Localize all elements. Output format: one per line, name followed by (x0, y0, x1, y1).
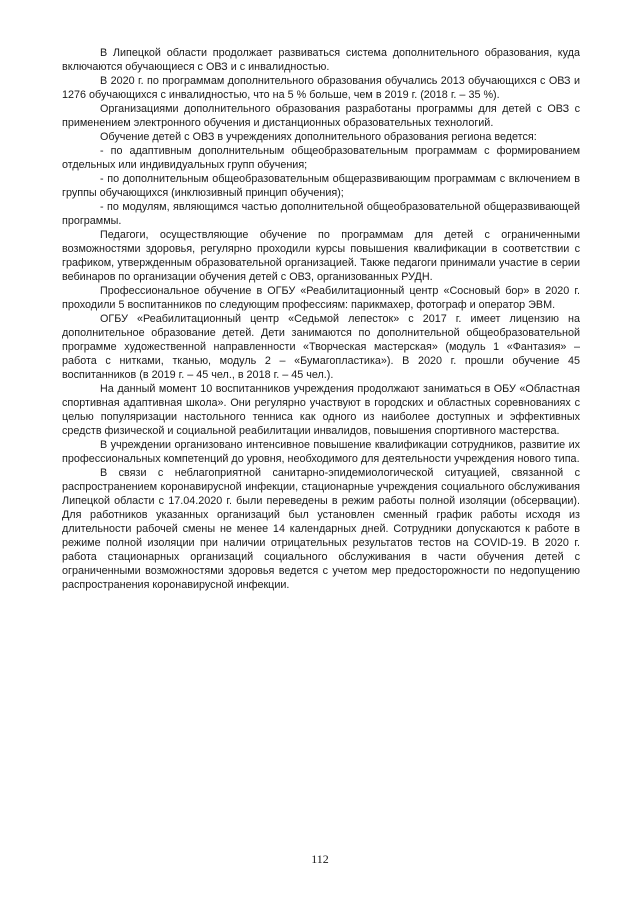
paragraph: На данный момент 10 воспитанников учреждения продолжают заниматься в ОБУ «Областная спортивная адаптивная школа». Они регулярно участвуют в городских и областных соревнованиях с целью популяризации настольного тенниса как одного из наиболее доступных и эффективных средств физической и социальной реабилитации инвалидов, повышения спортивного мастерства. (62, 383, 580, 437)
paragraph: Организациями дополнительного образования разработаны программы для детей с ОВЗ с применением электронного обучения и дистанционных образовательных технологий. (62, 103, 580, 129)
paragraph: В 2020 г. по программам дополнительного образования обучались 2013 обучающихся с ОВЗ и 1276 обучающихся с инвалидностью, что на 5 % больше, чем в 2019 г. (2018 г. – 35 %). (62, 75, 580, 101)
list-item: - по дополнительным общеобразовательным общеразвивающим программам с включением в группы обучающихся (инклюзивный принцип обучения); (62, 173, 580, 199)
page-number: 112 (311, 852, 329, 866)
body-text (62, 46, 580, 592)
paragraph: Педагоги, осуществляющие обучение по программам для детей с ограниченными возможностями здоровья, регулярно проходили курсы повышения квалификации в соответствии с графиком, утвержденным образовательной организацией. Также педагоги принимали участие в серии вебинаров по организации обучения детей с ОВЗ, организованных РУДН. (62, 229, 580, 283)
paragraph: Профессиональное обучение в ОГБУ «Реабилитационный центр «Сосновый бор» в 2020 г. проходили 5 воспитанников по следующим профессиям: парикмахер, фотограф и оператор ЭВМ. (62, 285, 580, 311)
paragraph: ОГБУ «Реабилитационный центр «Седьмой лепесток» с 2017 г. имеет лицензию на дополнительное образование детей. Дети занимаются по дополнительной общеобразовательной программе художественной направленности «Творческая мастерская» (модуль 1 «Фантазия» – работа с нитками, тканью, модуль 2 – «Бумагопластика»). В 2020 г. прошли обучение 45 воспитанников (в 2019 г. – 45 чел., в 2018 г. – 45 чел.). (62, 313, 580, 381)
paragraph: В Липецкой области продолжает развиваться система дополнительного образования, куда включаются обучающиеся с ОВЗ и с инвалидностью. (62, 47, 580, 73)
list-item: - по модулям, являющимся частью дополнительной общеобразовательной общеразвивающей программы. (62, 201, 580, 227)
paragraph: Обучение детей с ОВЗ в учреждениях дополнительного образования региона ведется: (100, 131, 537, 143)
paragraph: В учреждении организовано интенсивное повышение квалификации сотрудников, развитие их профессиональных компетенций до уровня, необходимого для деятельности учреждения нового типа. (62, 439, 580, 465)
paragraph: В связи с неблагоприятной санитарно-эпидемиологической ситуацией, связанной с распространением коронавирусной инфекции, стационарные учреждения социального обслуживания Липецкой области с 17.04.2020 г. были переведены в режим работы полной изоляции (обсервации). Для работников указанных организаций был установлен сменный график работы исходя из длительности рабочей смены не менее 14 календарных дней. Сотрудники допускаются к работе в режиме полной изоляции при наличии отрицательных результатов тестов на COVID-19. В 2020 г. работа стационарных организаций социального обслуживания в части обучения детей с ограниченными возможностями здоровья ведется с учетом мер предосторожности по недопущению распространения коронавирусной инфекции. (62, 467, 580, 591)
list-item: - по адаптивным дополнительным общеобразовательным программам с формированием отдельных или индивидуальных групп обучения; (62, 145, 580, 171)
